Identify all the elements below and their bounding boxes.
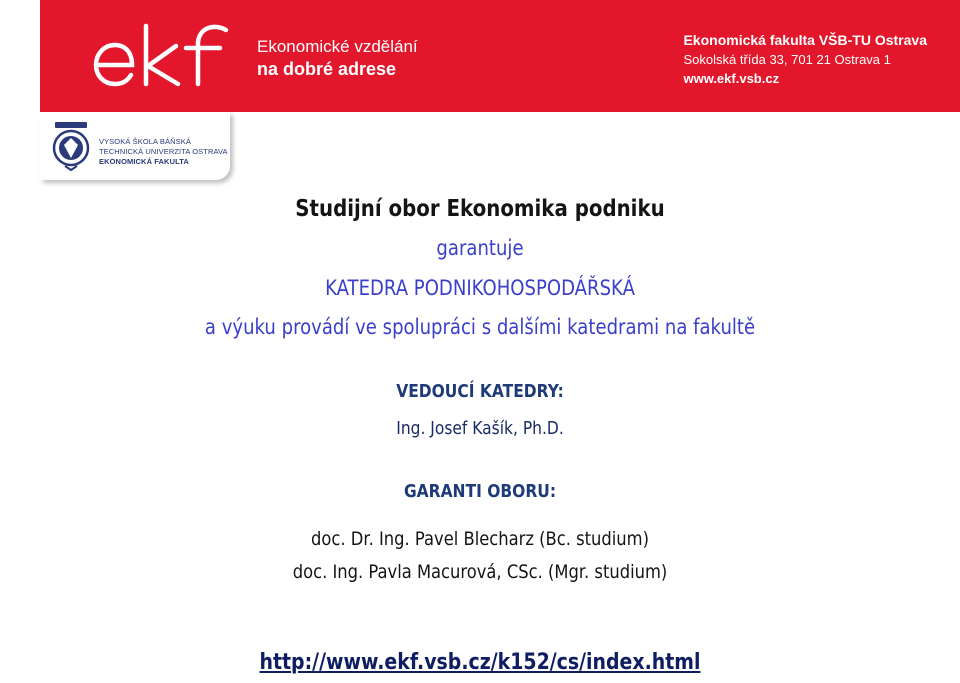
head-name: Ing. Josef Kašík, Ph.D. (396, 418, 564, 439)
faculty-address: Sokolská třída 33, 701 21 Ostrava 1 (683, 52, 891, 67)
faculty-website[interactable]: www.ekf.vsb.cz (683, 71, 780, 86)
faculty-name: Ekonomická fakulta VŠB-TU Ostrava (683, 32, 927, 48)
slogan (257, 36, 418, 80)
ekf-logo (88, 18, 248, 93)
guarantors-label: GARANTI OBORU: (403, 481, 557, 502)
university-line3: EKONOMICKÁ FAKULTA (99, 157, 189, 166)
study-program-title: Studijní obor Ekonomika podniku (295, 196, 665, 222)
department-url-line (67, 650, 893, 675)
slogan-line2: na dobré adrese (257, 59, 397, 79)
university-line1: VYSOKÁ ŠKOLA BÁŇSKÁ (99, 137, 191, 146)
guarantor-bachelor: doc. Dr. Ing. Pavel Blecharz (Bc. studium) (311, 528, 649, 550)
university-badge (40, 112, 230, 180)
university-name (99, 137, 228, 167)
head-label: VEDOUCÍ KATEDRY: (396, 381, 564, 402)
guarantee-line: garantuje (436, 236, 524, 260)
teaching-line: a výuku provádí ve spolupráci s dalšími katedrami na fakultě (204, 315, 756, 339)
department-name: KATEDRA PODNIKOHOSPODÁŘSKÁ (325, 276, 635, 300)
department-url-link[interactable]: http://www.ekf.vsb.cz/k152/cs/index.html (259, 650, 701, 675)
university-line2: TECHNICKÁ UNIVERZITA OSTRAVA (99, 147, 228, 156)
slogan-line1: Ekonomické vzdělání (257, 37, 418, 56)
guarantor-master: doc. Ing. Pavla Macurová, CSc. (Mgr. studium) (292, 561, 668, 583)
university-crest-icon (51, 120, 91, 172)
contact-block (683, 31, 927, 88)
header-banner (40, 0, 960, 112)
